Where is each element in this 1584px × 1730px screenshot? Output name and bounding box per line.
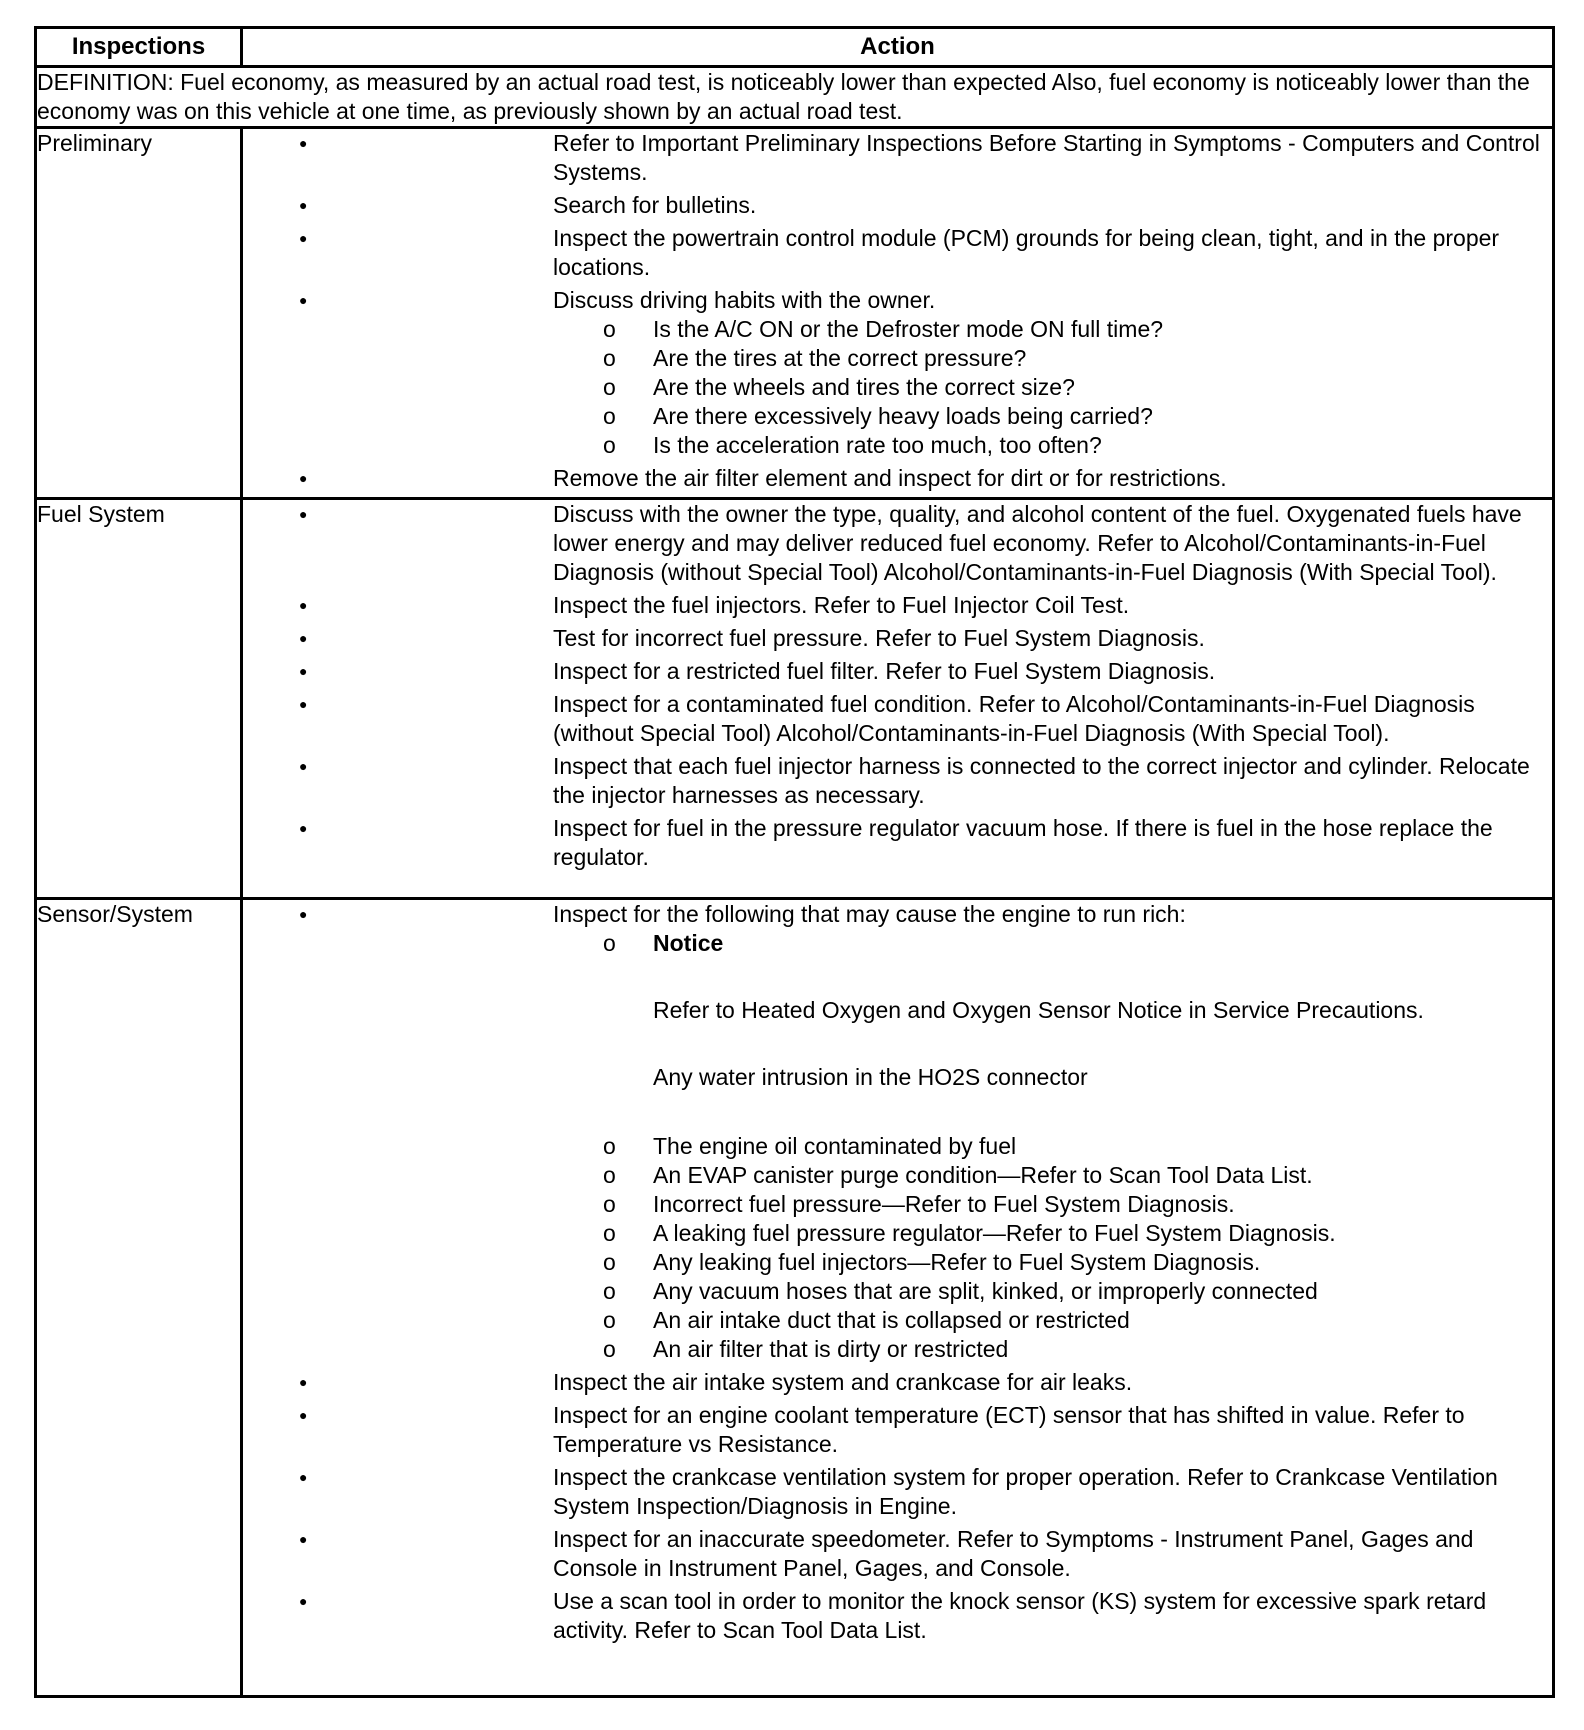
action-item: ● Inspect for a restricted fuel filter. Refer to Fuel System Diagnosis. xyxy=(243,657,1552,686)
sub-item: o Incorrect fuel pressure—Refer to Fuel System Diagnosis. xyxy=(553,1190,1552,1219)
section-actions xyxy=(242,899,1554,1697)
action-item: ● Inspect for the following that may cause the engine to run rich: o Notice Refer to Heated Oxygen and Oxygen Sensor Notice in Service Precautions. Any water intrusion in the HO2S connector o The engine oil contaminated by fuel o An EVAP canister purge condition—Refer to Scan Tool Data List. o Incorrect fuel pressure—Refer to Fuel System Diagnosis. o A leaking fuel pressure regulator—Refer to Fuel System Diagnosis. o Any leaking fuel injectors—Refer to Fuel System Diagnosis. o Any vacuum hoses that are split, kinked, or improperly connected o An air intake duct that is collapsed or restricted o An air filter that is dirty or restricted xyxy=(243,900,1552,1364)
action-item: ● Discuss with the owner the type, quality, and alcohol content of the fuel. Oxygenated fuels have lower energy and may deliver reduced fuel economy. Refer to Alcohol/Contaminants-in-Fuel Diagnosis (without Special Tool) Alcohol/Contaminants-in-Fuel Diagnosis (With Special Tool). xyxy=(243,500,1552,587)
action-item: ● Inspect the crankcase ventilation system for proper operation. Refer to Crankcase Ventilation System Inspection/Diagnosis in Engine. xyxy=(243,1463,1552,1521)
sub-item: o Are the wheels and tires the correct size? xyxy=(553,373,1552,402)
section-actions xyxy=(242,128,1554,499)
action-item: ● Discuss driving habits with the owner. o Is the A/C ON or the Defroster mode ON full time? o Are the tires at the correct pressure? o Are the wheels and tires the correct size? o Are there excessively heavy loads being carried? o Is the acceleration rate too much, too often? xyxy=(243,286,1552,460)
sub-item: o Any vacuum hoses that are split, kinked, or improperly connected xyxy=(553,1277,1552,1306)
sub-item: o Is the acceleration rate too much, too often? xyxy=(553,431,1552,460)
section-row-sensor-system xyxy=(36,899,1554,1697)
action-item: ● Inspect for an inaccurate speedometer. Refer to Symptoms - Instrument Panel, Gages and Console in Instrument Panel, Gages, and Console. xyxy=(243,1525,1552,1583)
action-item: ● Search for bulletins. xyxy=(243,191,1552,220)
notice-title: o Notice xyxy=(653,930,724,956)
header-inspections: Inspections xyxy=(36,28,242,67)
section-row-preliminary xyxy=(36,128,1554,499)
action-item: ● Inspect the powertrain control module (PCM) grounds for being clean, tight, and in the proper locations. xyxy=(243,224,1552,282)
action-list xyxy=(243,500,1552,872)
sub-list xyxy=(553,315,1552,460)
inspection-table xyxy=(34,26,1555,1698)
action-item: ● Inspect that each fuel injector harness is connected to the correct injector and cylinder. Relocate the injector harnesses as necessary. xyxy=(243,752,1552,810)
sub-item: o Are there excessively heavy loads being carried? xyxy=(553,402,1552,431)
action-item: ● Inspect the air intake system and crankcase for air leaks. xyxy=(243,1368,1552,1397)
sub-item: o Any leaking fuel injectors—Refer to Fuel System Diagnosis. xyxy=(553,1248,1552,1277)
action-item: ● Inspect for fuel in the pressure regulator vacuum hose. If there is fuel in the hose replace the regulator. xyxy=(243,814,1552,872)
action-list xyxy=(243,129,1552,493)
section-category: Fuel System xyxy=(36,499,242,899)
header-action: Action xyxy=(242,28,1554,67)
sub-item: o An EVAP canister purge condition—Refer to Scan Tool Data List. xyxy=(553,1161,1552,1190)
sub-item: o Are the tires at the correct pressure? xyxy=(553,344,1552,373)
sub-item: o An air intake duct that is collapsed or restricted xyxy=(553,1306,1552,1335)
sub-item: o A leaking fuel pressure regulator—Refer to Fuel System Diagnosis. xyxy=(553,1219,1552,1248)
action-item: ● Remove the air filter element and inspect for dirt or for restrictions. xyxy=(243,464,1552,493)
sub-item: o Is the A/C ON or the Defroster mode ON full time? xyxy=(553,315,1552,344)
action-item: ● Inspect for a contaminated fuel condition. Refer to Alcohol/Contaminants-in-Fuel Diagnosis (without Special Tool) Alcohol/Contaminants-in-Fuel Diagnosis (With Special Tool). xyxy=(243,690,1552,748)
sub-item: o An air filter that is dirty or restricted xyxy=(553,1335,1552,1364)
action-item: ● Refer to Important Preliminary Inspections Before Starting in Symptoms - Computers and Control Systems. xyxy=(243,129,1552,187)
sub-list xyxy=(553,929,1552,1364)
notice-text: Refer to Heated Oxygen and Oxygen Sensor Notice in Service Precautions. xyxy=(653,997,1424,1023)
sub-item: o The engine oil contaminated by fuel xyxy=(553,1132,1552,1161)
definition-row xyxy=(36,67,1554,128)
header-row xyxy=(36,28,1554,67)
section-row-fuel-system xyxy=(36,499,1554,899)
section-category: Sensor/System xyxy=(36,899,242,1697)
action-item: ● Inspect the fuel injectors. Refer to Fuel Injector Coil Test. xyxy=(243,591,1552,620)
action-item: ● Use a scan tool in order to monitor the knock sensor (KS) system for excessive spark retard activity. Refer to Scan Tool Data List. xyxy=(243,1587,1552,1645)
section-category: Preliminary xyxy=(36,128,242,499)
notice-text: Any water intrusion in the HO2S connector xyxy=(653,1064,1088,1090)
action-item: ● Test for incorrect fuel pressure. Refer to Fuel System Diagnosis. xyxy=(243,624,1552,653)
action-item: ● Inspect for an engine coolant temperature (ECT) sensor that has shifted in value. Refer to Temperature vs Resistance. xyxy=(243,1401,1552,1459)
definition-text: DEFINITION: Fuel economy, as measured by an actual road test, is noticeably lower than expected Also, fuel economy is noticeably lower than the economy was on this vehicle at one time, as previously shown by an actual road test. xyxy=(36,67,1554,128)
notice-item xyxy=(553,929,1552,1132)
action-list xyxy=(243,900,1552,1645)
section-actions xyxy=(242,499,1554,899)
